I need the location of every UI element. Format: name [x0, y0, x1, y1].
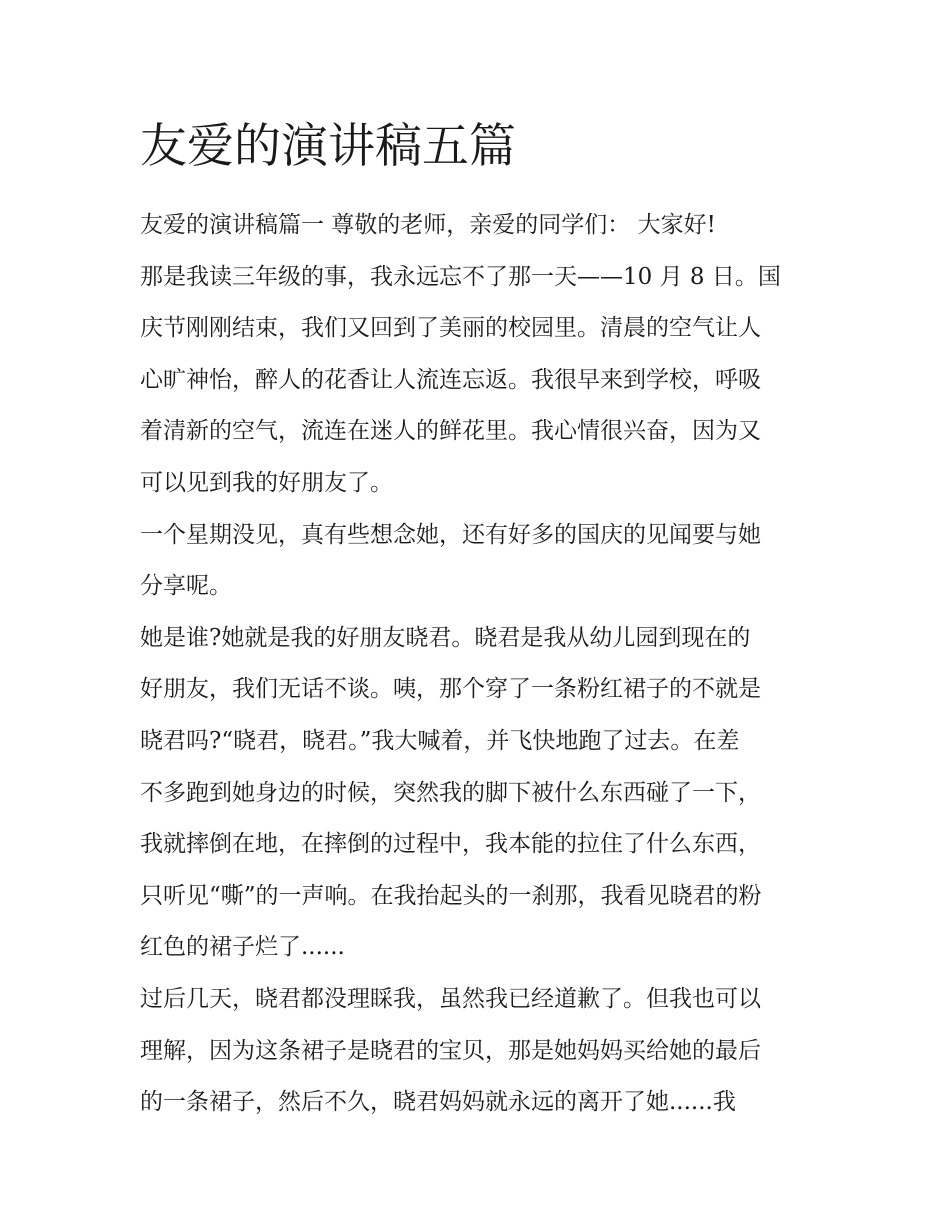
text-line: 过后几天，晓君都没理睬我，虽然我已经道歉了。但我也可以	[140, 985, 761, 1012]
text-line: 可以见到我的好朋友了。	[140, 469, 393, 496]
text-line: 我就摔倒在地，在摔倒的过程中，我本能的拉住了什么东西，	[140, 831, 761, 858]
text-line: 不多跑到她身边的时候，突然我的脚下被什么东西碰了一下，	[140, 779, 761, 806]
text-line: 着清新的空气，流连在迷人的鲜花里。我心情很兴奋，因为又	[140, 418, 761, 445]
text-line: 一个星期没见，真有些想念她，还有好多的国庆的见闻要与她	[140, 521, 761, 548]
text-line: 分享呢。	[140, 573, 232, 600]
text-line: 心旷神怡，醉人的花香让人流连忘返。我很早来到学校，呼吸	[140, 366, 761, 393]
text-line: 红色的裙子烂了......	[140, 934, 345, 961]
text-line: 只听见“嘶”的一声响。在我抬起头的一刹那，我看见晓君的粉	[140, 882, 762, 909]
text-line: 理解，因为这条裙子是晓君的宝贝，那是她妈妈买给她的最后	[140, 1037, 761, 1064]
text-line: 好朋友，我们无话不谈。咦，那个穿了一条粉红裙子的不就是	[140, 676, 761, 703]
document-title: 友爱的演讲稿五篇	[140, 119, 516, 174]
text-line: 她是谁?她就是我的好朋友晓君。晓君是我从幼儿园到现在的	[140, 624, 751, 651]
text-line: 的一条裙子，然后不久，晓君妈妈就永远的离开了她......我	[140, 1089, 736, 1116]
text-line: 晓君吗?“晓君，晓君。”我大喊着，并飞快地跑了过去。在差	[140, 727, 740, 754]
text-line: 那是我读三年级的事，我永远忘不了那一天——10 月 8 日。国	[140, 263, 781, 290]
document-body	[140, 200, 820, 1129]
text-line: 庆节刚刚结束，我们又回到了美丽的校园里。清晨的空气让人	[140, 315, 761, 342]
text-line: 友爱的演讲稿篇一 尊敬的老师，亲爱的同学们： 大家好!	[140, 212, 716, 238]
